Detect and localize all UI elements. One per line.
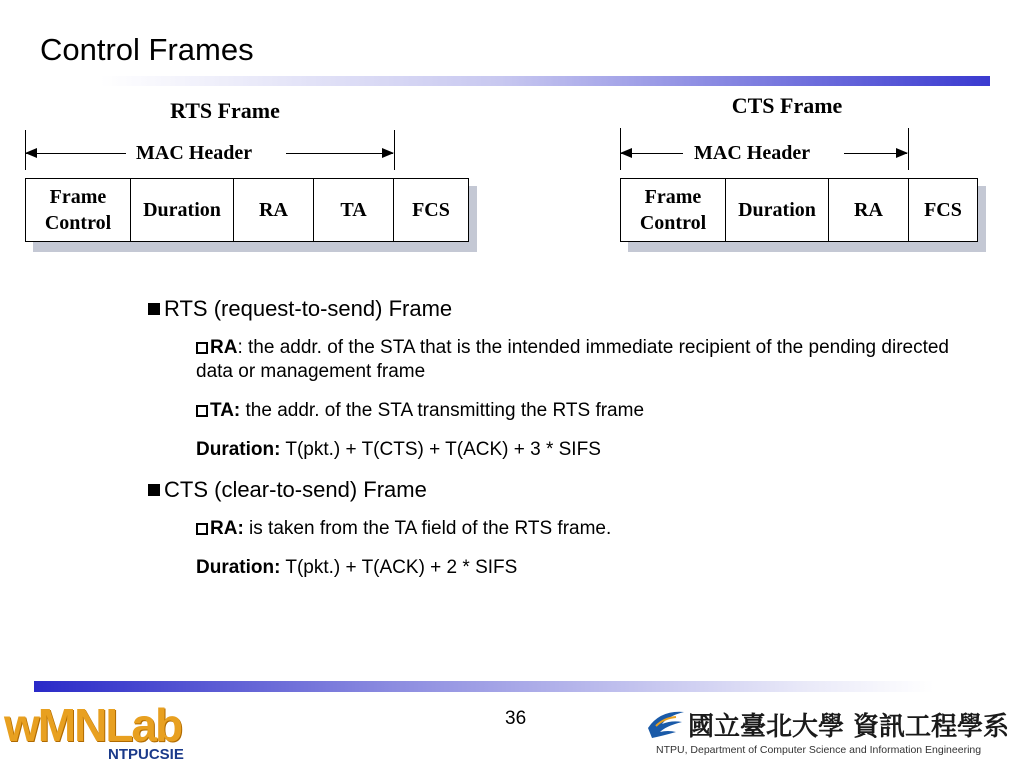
bullet-cts-ra [196, 517, 966, 541]
bullet-list [146, 296, 966, 595]
rts-ra-text: : the addr. of the STA that is the intended immediate recipient of the pending directed data or management frame [196, 337, 949, 382]
rts-field-fcs: FCS [394, 178, 469, 242]
rts-frame-fields [25, 178, 469, 242]
rts-ta-text: the addr. of the STA transmitting the RTS frame [240, 400, 645, 421]
filled-square-bullet-icon [148, 303, 160, 315]
cts-heading-text: CTS (clear-to-send) Frame [164, 477, 427, 502]
cts-field-ra: RA [829, 178, 909, 242]
bullet-rts-ra [196, 336, 966, 384]
wmnlab-logo [4, 694, 204, 768]
bullet-cts-heading [146, 477, 966, 503]
cts-frame-title: CTS Frame [731, 93, 843, 118]
cts-frame-fields [620, 178, 978, 242]
cts-header-right-arrow [844, 153, 907, 154]
cts-ra-key: RA: [210, 518, 244, 539]
cts-field-fcs: FCS [909, 178, 978, 242]
cts-header-right-tick [908, 128, 909, 170]
rts-duration-text: T(pkt.) + T(CTS) + T(ACK) + 3 * SIFS [280, 439, 601, 460]
rts-field-ta: TA [314, 178, 394, 242]
bullet-rts-duration [196, 438, 966, 462]
cts-duration-text: T(pkt.) + T(ACK) + 2 * SIFS [280, 557, 518, 578]
page-number: 36 [505, 708, 527, 729]
bullet-rts-heading [146, 296, 966, 322]
cts-field-duration: Duration [726, 178, 829, 242]
rts-duration-key: Duration: [196, 439, 281, 460]
rts-header-left-arrow [26, 153, 126, 154]
title-underline-bar [100, 76, 990, 86]
ntpu-wing-icon [646, 708, 686, 742]
ntpu-csie-logo [646, 706, 1024, 766]
rts-header-right-arrow [286, 153, 393, 154]
footer-gradient-bar [34, 681, 934, 692]
university-chinese-name: 國立臺北大學 資訊工程學系 [688, 712, 1010, 742]
rts-field-duration: Duration [131, 178, 234, 242]
hollow-square-bullet-icon [196, 523, 208, 535]
rts-heading-text: RTS (request-to-send) Frame [164, 296, 453, 321]
wmnlab-logo-text: wMNLab [4, 699, 182, 751]
filled-square-bullet-icon [148, 484, 160, 496]
slide-title: Control Frames [40, 32, 254, 67]
rts-ta-key: TA: [210, 400, 241, 421]
rts-ra-key: RA [210, 337, 238, 358]
cts-ra-text: is taken from the TA field of the RTS frame. [243, 518, 612, 539]
rts-mac-header-label: MAC Header [130, 142, 258, 165]
university-english-name: NTPU, Department of Computer Science and Information Engineering [656, 744, 982, 756]
bullet-rts-ta [196, 399, 966, 423]
hollow-square-bullet-icon [196, 342, 208, 354]
bullet-cts-duration [196, 556, 966, 580]
wmnlab-logo-subtext: NTPUCSIE [108, 746, 184, 763]
rts-header-right-tick [394, 130, 395, 170]
cts-header-left-arrow [621, 153, 683, 154]
rts-field-frame-control: Frame Control [25, 178, 131, 242]
rts-field-ra: RA [234, 178, 314, 242]
hollow-square-bullet-icon [196, 405, 208, 417]
rts-frame-title: RTS Frame [170, 98, 280, 123]
cts-duration-key: Duration: [196, 557, 281, 578]
cts-field-frame-control: Frame Control [620, 178, 726, 242]
cts-mac-header-label: MAC Header [688, 142, 816, 165]
